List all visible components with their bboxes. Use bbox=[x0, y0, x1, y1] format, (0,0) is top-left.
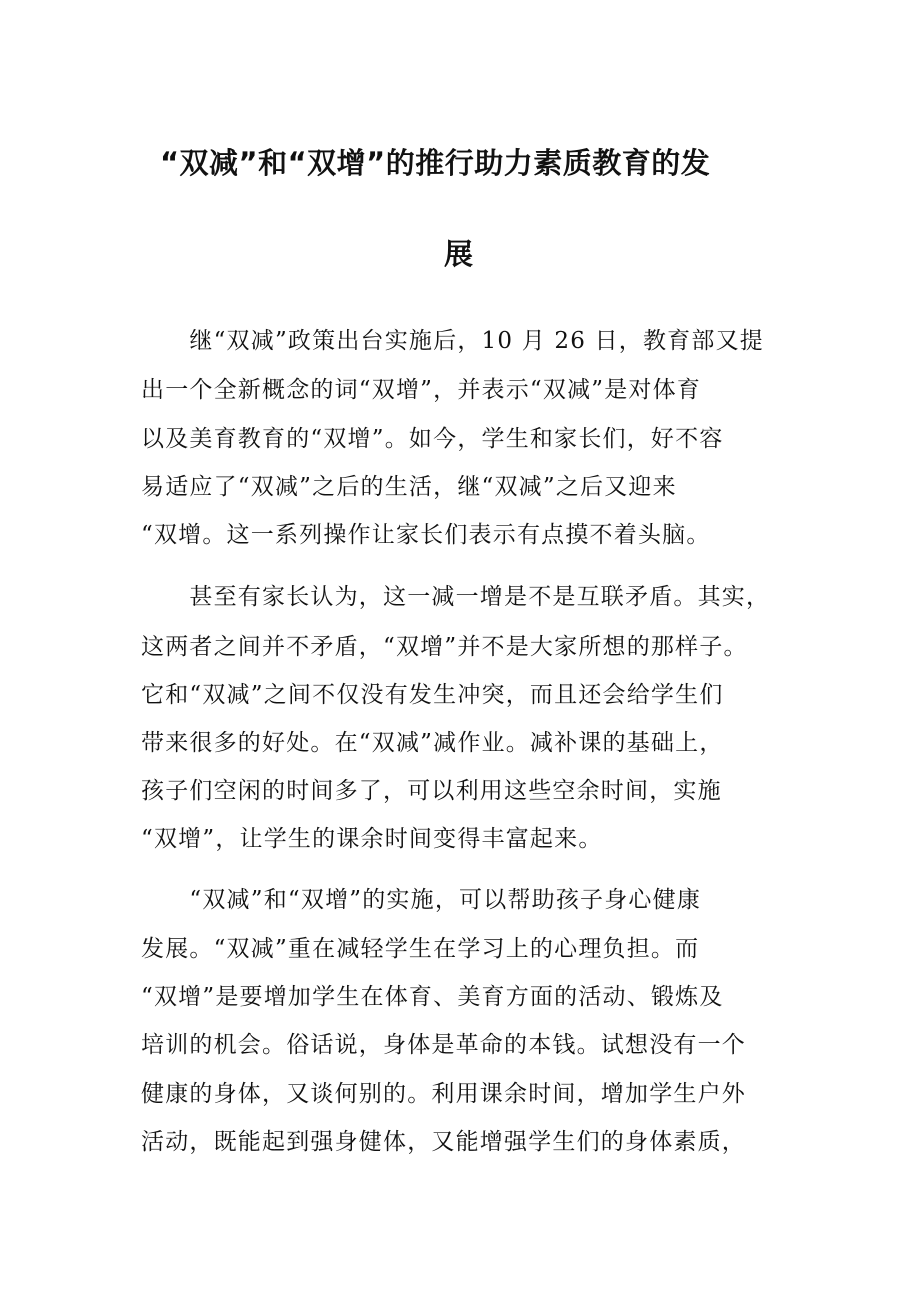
paragraph-2-line-2: 这两者之间并不矛盾，“双增”并不是大家所想的那样子。 bbox=[141, 634, 748, 660]
paragraph-3-line-2: 发展。“双减”重在减轻学生在学习上的心理负担。而 bbox=[141, 936, 700, 962]
paragraph-3-line-3: “双增”是要增加学生在体育、美育方面的活动、锻炼及 bbox=[141, 984, 724, 1010]
paragraph-3-line-1: “双减”和“双增”的实施，可以帮助孩子身心健康 bbox=[141, 887, 702, 913]
paragraph-2-line-3: 它和“双减”之间不仅没有发生冲突，而且还会给学生们 bbox=[141, 682, 724, 708]
paragraph-1-line-2: 出一个全新概念的词“双增”，并表示“双减”是对体育 bbox=[141, 377, 702, 403]
document-title-line-1: “双减”和“双增”的推行助力素质教育的发 bbox=[160, 146, 711, 180]
paragraph-1-line-4: 易适应了“双减”之后的生活，继“双减”之后又迎来 bbox=[141, 474, 677, 500]
document-title-line-2: 展 bbox=[444, 237, 474, 271]
paragraph-3-line-4: 培训的机会。俗话说，身体是革命的本钱。试想没有一个 bbox=[141, 1032, 746, 1058]
paragraph-1-line-3: 以及美育教育的“双增”。如今，学生和家长们，好不容 bbox=[141, 426, 724, 452]
paragraph-2-line-4: 带来很多的好处。在“双减”减作业。减补课的基础上， bbox=[141, 730, 724, 756]
paragraph-2-line-1: 甚至有家长认为，这一减一增是不是互联矛盾。其实， bbox=[141, 584, 771, 610]
paragraph-1-line-5: “双增。这一系列操作让家长们表示有点摸不着头脑。 bbox=[141, 522, 711, 548]
paragraph-3-line-6: 活动，既能起到强身健体，又能增强学生们的身体素质， bbox=[141, 1129, 746, 1155]
paragraph-2-line-5: 孩子们空闲的时间多了，可以利用这些空余时间，实施 bbox=[141, 778, 722, 804]
paragraph-3-line-5: 健康的身体，又谈何别的。利用课余时间，增加学生户外 bbox=[141, 1081, 746, 1107]
paragraph-2-line-6: “双增”，让学生的课余时间变得丰富起来。 bbox=[141, 826, 603, 852]
paragraph-1-line-1: 继“双减”政策出台实施后，10 月 26 日，教育部又提 bbox=[141, 328, 764, 354]
